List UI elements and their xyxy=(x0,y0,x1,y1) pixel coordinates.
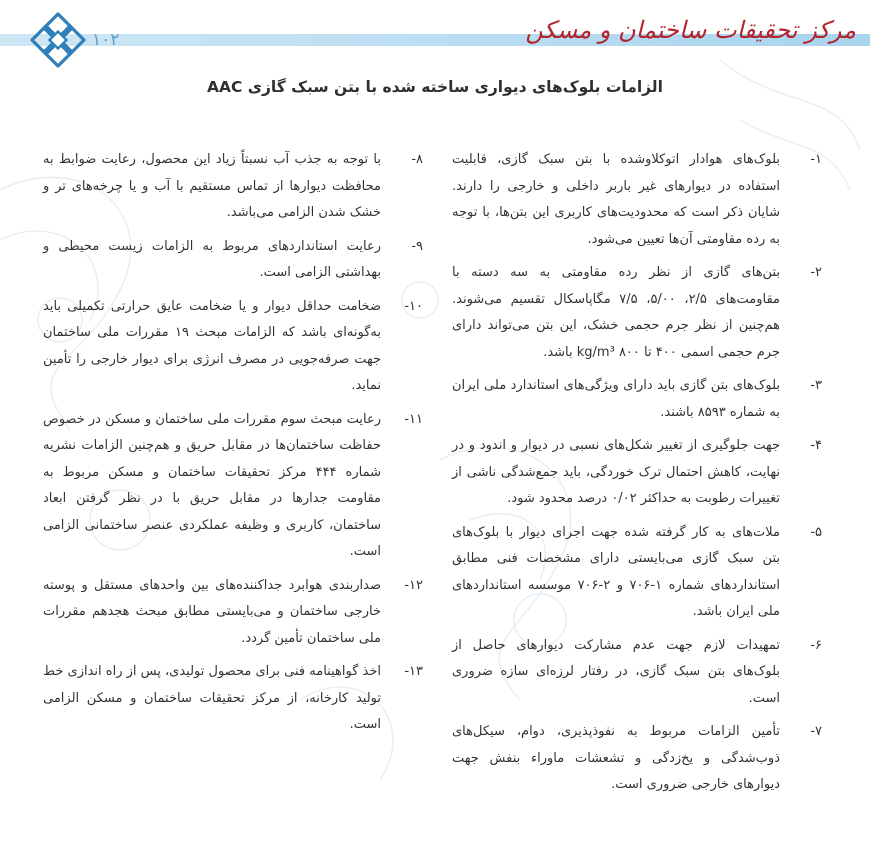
left-column xyxy=(43,147,423,746)
item-number: ۴- xyxy=(810,438,822,453)
list-item xyxy=(43,659,423,739)
list-item xyxy=(43,573,423,653)
knot-logo-icon xyxy=(28,10,88,70)
list-item xyxy=(43,294,423,400)
item-text: رعایت مبحث سوم مقررات ملی ساختمان و مسکن در خصوص حفاظت ساختمان‌ها در مقابل حریق و هم‌چنین الزامات نشریه شماره ۴۴۴ مرکز تحقیقات ساختمان و مسکن مربوط به مقاومت جدارها در مقابل حریق با در نظر گرفتن ابعاد ساختمان، کاربری و وظیفه عملکردی عنصر ساختمانی الزامی است. xyxy=(43,411,382,559)
item-text: بتن‌های گازی از نظر رده مقاومتی به سه دسته با مقاومت‌های ۲/۵، ۵/۰۰، ۷/۵ مگاپاسکال تقسیم می‌شوند. هم‌چنین از نظر جرم حجمی خشک، این بتن می‌تواند دارای جرم حجمی اسمی ۴۰۰ تا ۸۰۰ kg/m³ باشد. xyxy=(452,265,781,360)
item-number: ۳- xyxy=(810,378,822,393)
list-item xyxy=(452,520,822,626)
item-text: جهت جلوگیری از تغییر شکل‌های نسبی در دیوار و اندود و در نهایت، کاهش احتمال ترک خوردگی، باید جمع‌شدگی ناشی از تغییرات رطوبت به حداکثر ۰/۰۲ درصد محدود شود. xyxy=(452,438,780,506)
list-item xyxy=(452,433,822,513)
item-text: اخذ گواهینامه فنی برای محصول تولیدی، پس از راه اندازی خط تولید کارخانه، از مرکز تحقیقات ساختمان و مسکن الزامی است. xyxy=(43,664,381,732)
list-item xyxy=(43,234,423,287)
page-header xyxy=(0,0,870,80)
item-number: ۷- xyxy=(810,724,822,739)
item-number: ۲- xyxy=(810,265,822,280)
item-number: ۶- xyxy=(810,637,822,653)
list-item xyxy=(43,147,423,227)
list-item xyxy=(452,373,822,426)
list-item xyxy=(43,407,423,566)
item-number: ۵- xyxy=(810,524,822,540)
page-number: ۱۰۲ xyxy=(92,30,120,50)
item-text: صداربندی هوابرد جداکننده‌های بین واحدهای مستقل و پوسته خارجی ساختمان و می‌بایستی مطابق مبحث هجدهم مقررات ملی ساختمان تأمین گردد. xyxy=(43,577,381,646)
item-number: ۱۰- xyxy=(404,298,423,314)
item-text: رعایت استانداردهای مربوط به الزامات زیست محیطی و بهداشتی الزامی است. xyxy=(43,238,381,280)
item-number: ۱۳- xyxy=(404,664,423,679)
list-item xyxy=(452,719,822,799)
page-title: الزامات بلوک‌های دیواری ساخته شده با بتن سبک گازی AAC xyxy=(207,78,663,96)
list-item xyxy=(452,260,822,366)
item-text: بلوک‌های بتن گازی باید دارای ویژگی‌های استاندارد ملی ایران به شماره ۸۵۹۳ باشند. xyxy=(452,378,780,420)
item-text: تأمین الزامات مربوط به نفوذپذیری، دوام، سیکل‌های ذوب‌شدگی و یخ‌زدگی و تشعشات ماوراء بنفش جهت دیوارهای خارجی ضروری است. xyxy=(452,724,780,792)
item-text: ضخامت حداقل دیوار و یا ضخامت عایق حرارتی تکمیلی باید به‌گونه‌ای باشد که الزامات مبحث ۱۹ مقررات ملی ساختمان جهت صرفه‌جویی در مصرف انرژی برای دیوار خارجی را تأمین نماید. xyxy=(43,298,381,393)
list-item xyxy=(452,633,822,713)
right-column xyxy=(452,147,822,806)
brand-title: مرکز تحقیقات ساختمان و مسکن xyxy=(525,16,856,44)
item-text: با توجه به جذب آب نسبتاً زیاد این محصول، رعایت ضوابط به محافظت دیوارها از تماس مستقیم با آب و یا چرخه‌های تر و خشک شدن الزامی می‌باشد. xyxy=(43,152,381,220)
item-number: ۸- xyxy=(411,152,423,167)
item-number: ۹- xyxy=(411,238,423,254)
item-text: تمهیدات لازم جهت عدم مشارکت دیوارهای حاصل از بلوک‌های بتن سبک گازی، در رفتار لرزه‌ای سازه ضروری است. xyxy=(452,637,780,706)
item-text: ملات‌های به کار گرفته شده جهت اجرای دیوار با بلوک‌های بتن سبک گازی می‌بایستی دارای مشخصات فنی مطابق استانداردهای شماره ۱-۷۰۶ و ۲-۷۰۶ موسسه استانداردهای ملی ایران باشد. xyxy=(452,524,781,619)
item-number: ۱- xyxy=(810,152,822,167)
item-number: ۱۱- xyxy=(404,411,423,427)
item-text: بلوک‌های هوادار اتوکلاوشده با بتن سبک گازی، قابلیت استفاده در دیوارهای غیر باربر داخلی و خارجی را دارند. شایان ذکر است که محدودیت‌های کاربری این بتن‌ها، با توجه به رده مقاومتی آن‌ها تعیین می‌شود. xyxy=(452,152,780,247)
list-item xyxy=(452,147,822,253)
item-number: ۱۲- xyxy=(404,577,423,593)
